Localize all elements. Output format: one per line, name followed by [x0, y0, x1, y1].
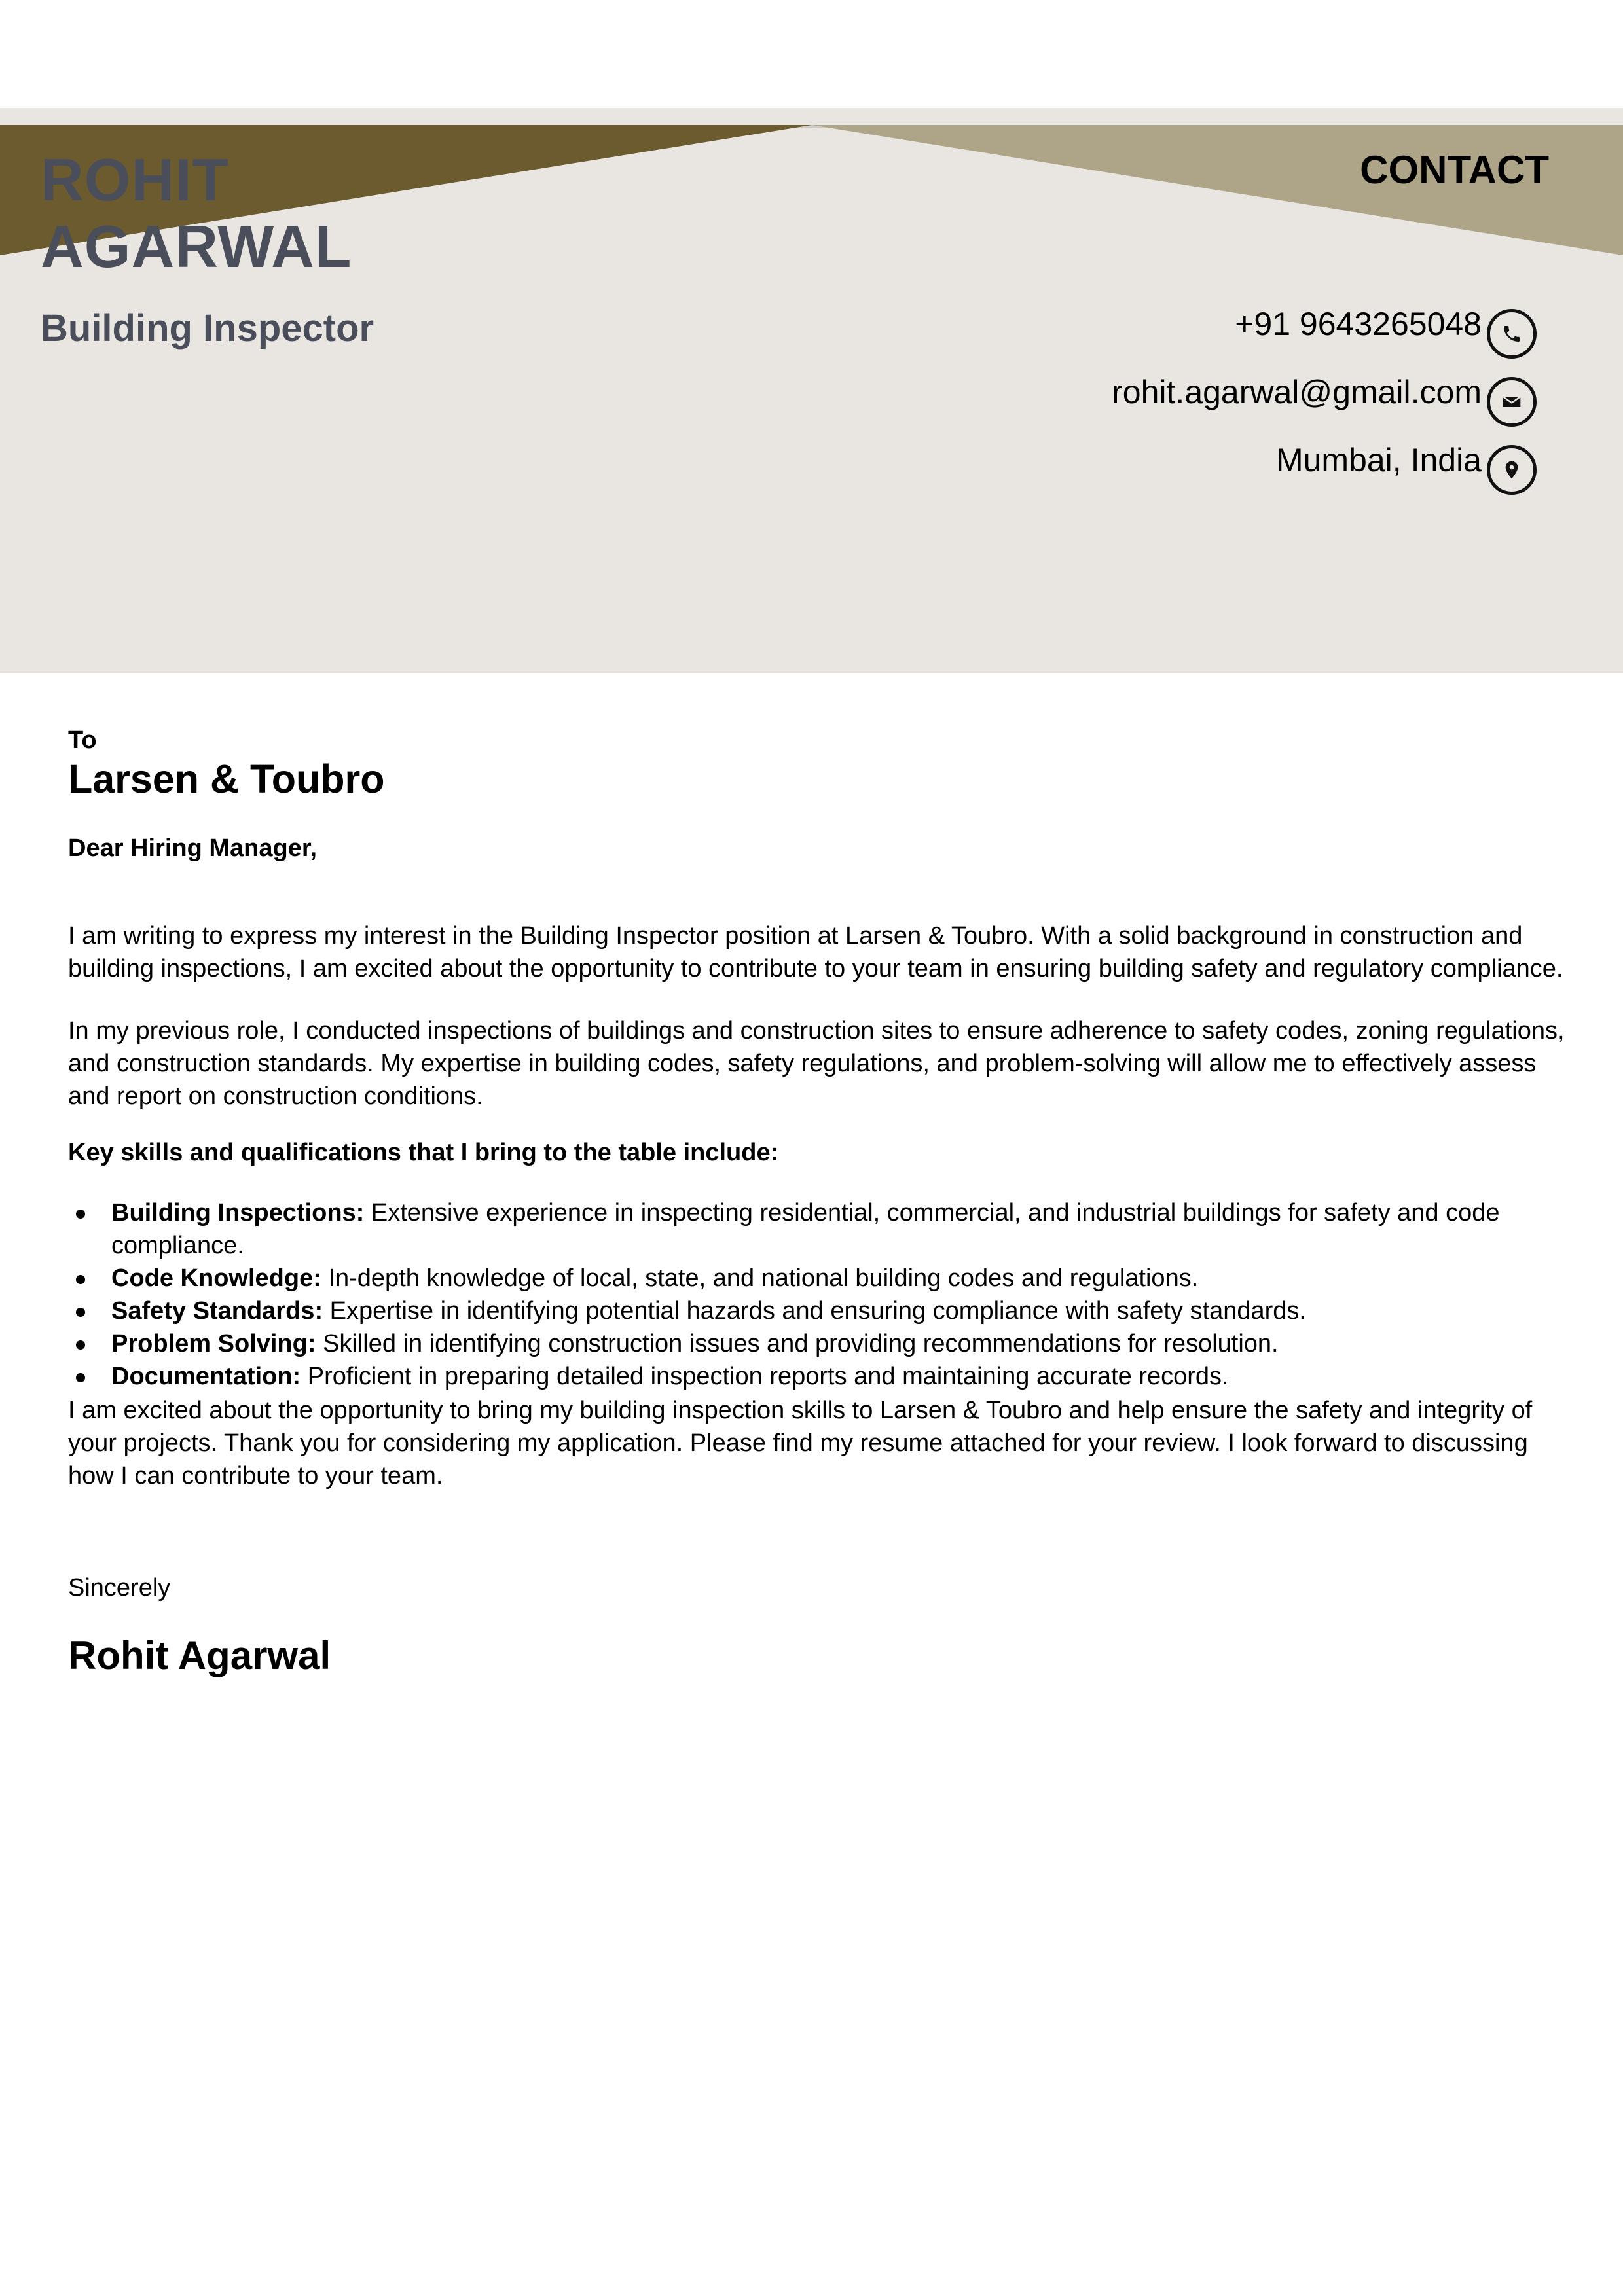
recipient-label: To: [68, 726, 97, 754]
skill-item: [68, 1262, 1567, 1295]
skill-title: Code Knowledge:: [111, 1265, 321, 1292]
applicant-name: [41, 147, 352, 281]
signature-name: Rohit Agarwal: [68, 1634, 331, 1677]
last-name: AGARWAL: [41, 214, 352, 280]
location-pin-icon: [1487, 445, 1537, 495]
first-name: ROHIT: [41, 147, 230, 213]
location-text: Mumbai, India: [1275, 442, 1482, 478]
skill-title: Problem Solving:: [111, 1330, 316, 1357]
recipient-company: Larsen & Toubro: [68, 757, 385, 801]
paragraph-intro: I am writing to express my interest in the Building Inspector position at Larsen & Toubro. With a solid background in construction and building inspections, I am excited about the opportunity to contribute to your team in ensuring building safety and regulatory compliance.: [68, 922, 1563, 982]
contact-heading: CONTACT: [1360, 148, 1549, 192]
skill-item: [68, 1295, 1567, 1327]
skill-text: Extensive experience in inspecting residential, commercial, and industrial buildings for safety and code compliance.: [111, 1199, 1500, 1259]
skill-title: Documentation:: [111, 1363, 301, 1390]
skill-text: Proficient in preparing detailed inspection reports and maintaining accurate records.: [301, 1363, 1229, 1390]
skills-list: [68, 1196, 1567, 1393]
skill-title: Building Inspections:: [111, 1199, 365, 1227]
skill-item: [68, 1327, 1567, 1360]
skill-title: Safety Standards:: [111, 1297, 323, 1325]
closing-word: Sincerely: [68, 1574, 171, 1602]
skills-heading: Key skills and qualifications that I bring to the table include:: [68, 1139, 779, 1166]
skill-text: Expertise in identifying potential hazards and ensuring compliance with safety standards.: [323, 1297, 1306, 1325]
email-text[interactable]: rohit.agarwal@gmail.com: [1112, 374, 1482, 410]
salutation: Dear Hiring Manager,: [68, 834, 318, 862]
paragraph-experience: In my previous role, I conducted inspections of buildings and construction sites to ensure adherence to safety codes, zoning regulations, and construction standards. My expertise in building codes, safety regulations, and problem-solving will allow me to effectively assess and report on construction conditions.: [68, 1017, 1565, 1110]
skill-text: In-depth knowledge of local, state, and national building codes and regulations.: [321, 1265, 1199, 1292]
phone-text[interactable]: +91 9643265048: [1235, 306, 1482, 342]
paragraph-closing: I am excited about the opportunity to bring my building inspection skills to Larsen & Toubro and help ensure the safety and integrity of your projects. Thank you for considering my application. Please find my resume attached for your review. I look forward to discussing how I can contribute to your team.: [68, 1397, 1533, 1490]
skill-item: [68, 1360, 1567, 1393]
contact-email-row: [1112, 374, 1537, 429]
contact-location-row: [1276, 442, 1537, 497]
envelope-icon: [1487, 377, 1537, 427]
skill-item: [68, 1196, 1567, 1262]
job-title: Building Inspector: [41, 307, 374, 350]
phone-icon: [1487, 309, 1537, 359]
contact-phone-row: [1235, 306, 1537, 361]
skill-text: Skilled in identifying construction issues and providing recommendations for resolution.: [316, 1330, 1279, 1357]
